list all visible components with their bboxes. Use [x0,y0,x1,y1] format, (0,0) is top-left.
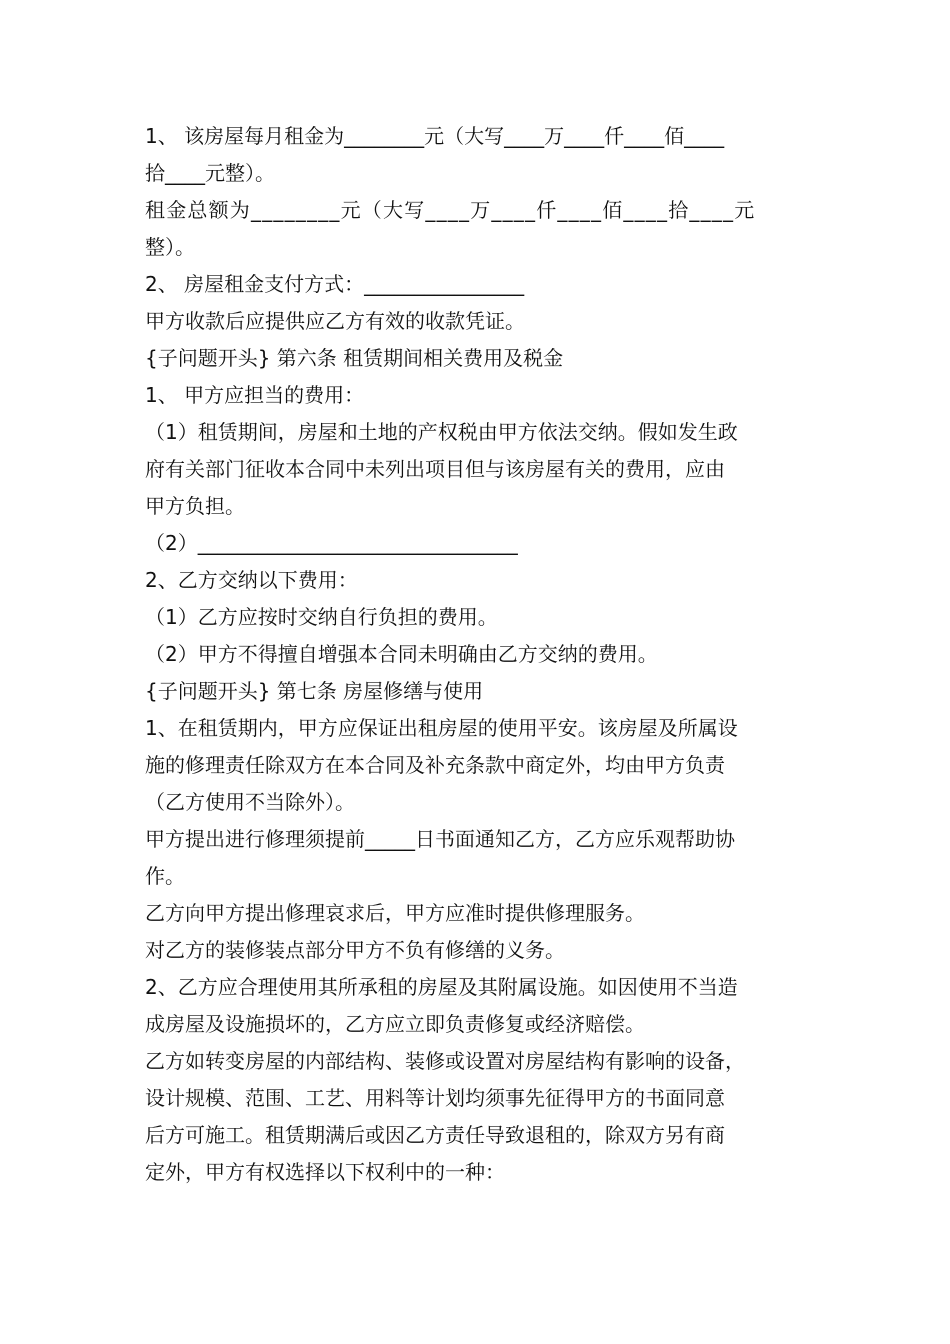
text-line: 施的修理责任除双方在本合同及补充条款中商定外，均由甲方负责 [145,753,725,777]
text-line: （2）甲方不得擅自增强本合同未明确由乙方交纳的费用。 [145,642,658,666]
text-line: 2、 房屋租金支付方式：________________ [145,272,525,296]
text-line: 2、乙方交纳以下费用： [145,568,358,592]
text-line: （乙方使用不当除外）。 [145,790,355,814]
text-line: 1、在租赁期内，甲方应保证出租房屋的使用平安。该房屋及所属设 [145,716,738,740]
text-line: 拾____元整）。 [145,161,275,185]
text-line: 对乙方的装修装点部分甲方不负有修缮的义务。 [145,938,565,962]
text-line: 定外，甲方有权选择以下权利中的一种： [145,1160,505,1184]
text-line: （2）________________________________ [145,531,518,555]
text-line: 乙方如转变房屋的内部结构、装修或设置对房屋结构有影响的设备， [145,1049,745,1073]
section-heading: {子问题开头} 第七条 房屋修缮与使用 [145,679,484,703]
text-line: 设计规模、范围、工艺、用料等计划均须事先征得甲方的书面同意 [145,1086,725,1110]
text-line: 后方可施工。租赁期满后或因乙方责任导致退租的，除双方另有商 [145,1123,725,1147]
text-line: 甲方收款后应提供应乙方有效的收款凭证。 [145,309,525,333]
text-line: 1、 该房屋每月租金为________元（大写____万____仟____佰____ [145,124,725,148]
text-line: 乙方向甲方提出修理哀求后，甲方应准时提供修理服务。 [145,901,645,925]
text-line: 1、 甲方应担当的费用： [145,383,365,407]
section-heading: {子问题开头} 第六条 租赁期间相关费用及税金 [145,346,564,370]
text-line: 府有关部门征收本合同中未列出项目但与该房屋有关的费用，应由 [145,457,725,481]
text-line: （1）乙方应按时交纳自行负担的费用。 [145,605,498,629]
document-body [145,118,815,1191]
text-line: （1）租赁期间，房屋和土地的产权税由甲方依法交纳。假如发生政 [145,420,738,444]
text-line: 作。 [145,864,185,888]
text-line: 成房屋及设施损坏的，乙方应立即负责修复或经济赔偿。 [145,1012,645,1036]
text-line: 2、乙方应合理使用其所承租的房屋及其附属设施。如因使用不当造 [145,975,738,999]
text-line: 整）。 [145,235,195,259]
text-line: 甲方提出进行修理须提前_____日书面通知乙方，乙方应乐观帮助协 [145,827,735,851]
text-line: 租金总额为________元（大写____万____仟____佰____拾____元 [145,198,756,222]
text-line: 甲方负担。 [145,494,245,518]
